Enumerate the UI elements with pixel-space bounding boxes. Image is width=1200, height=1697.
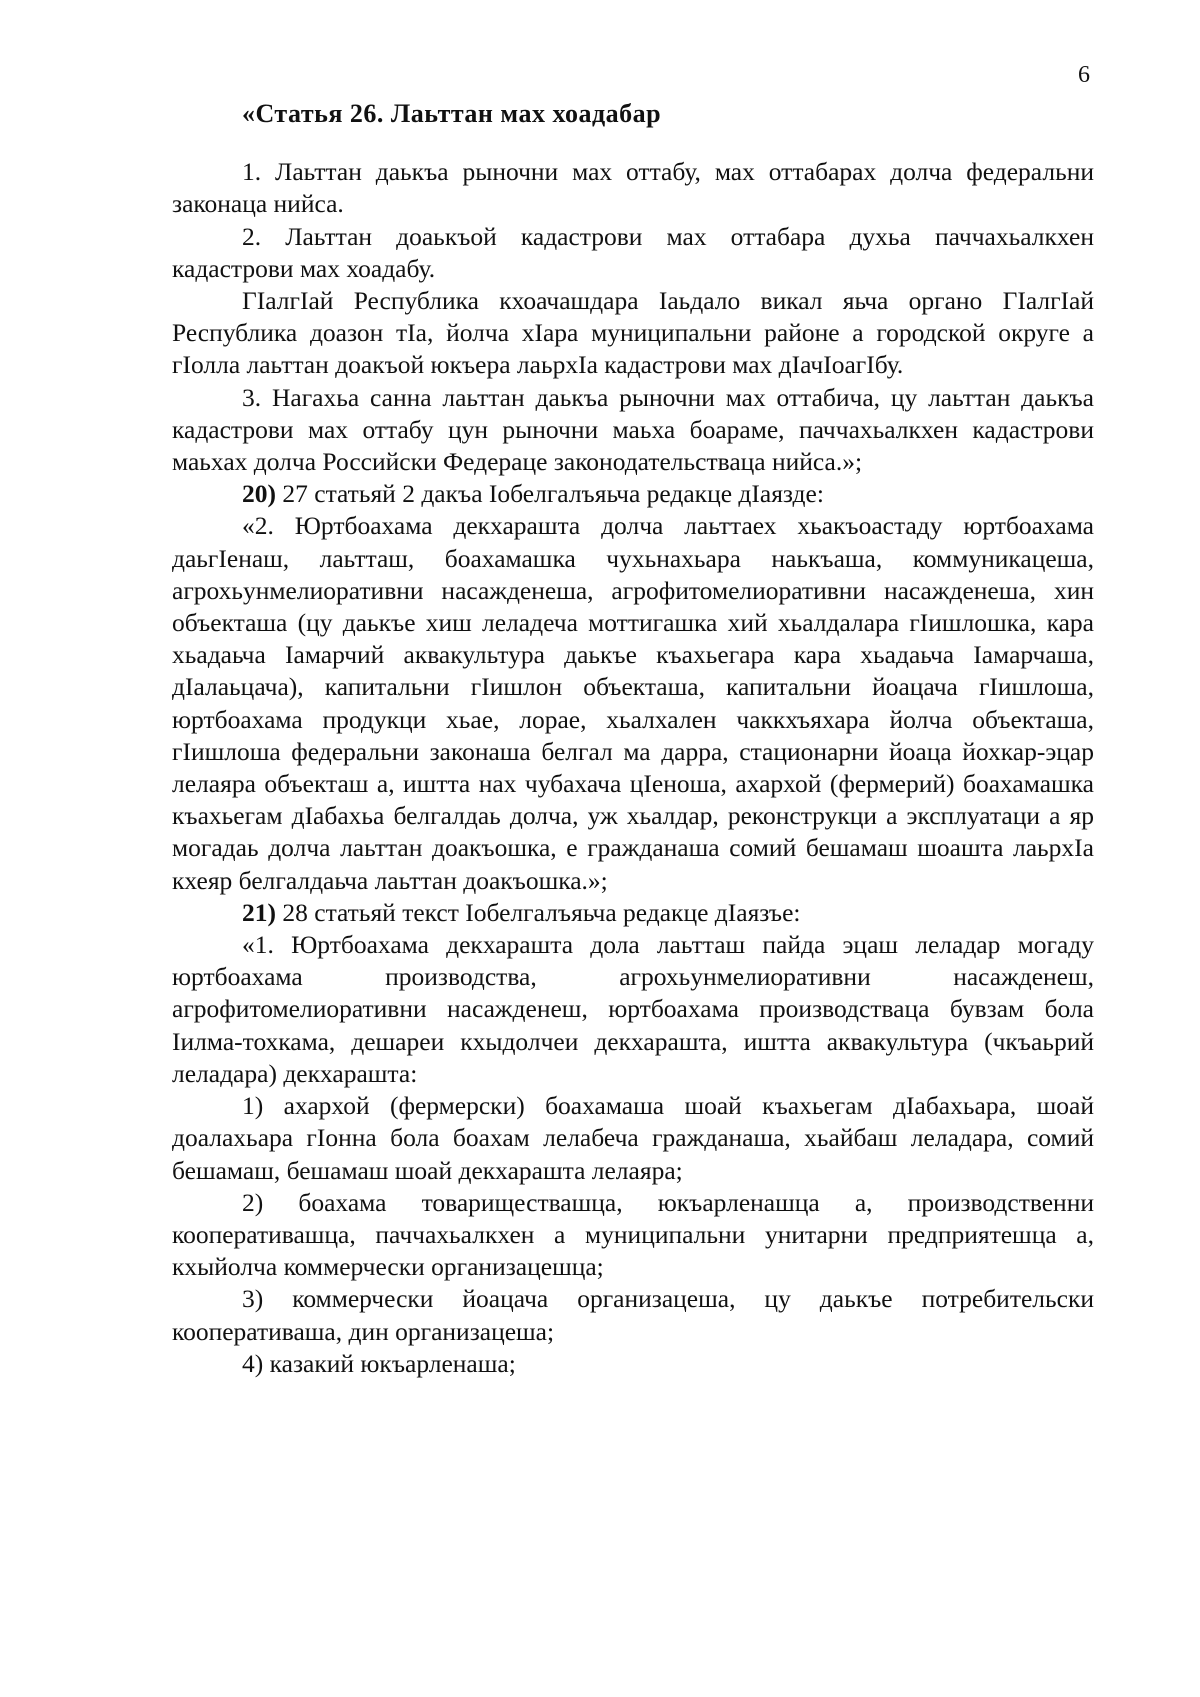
paragraph-item-21: 21) 28 статьяй текст Iобелгалъяьча редакце дIаязъе:: [242, 897, 801, 927]
paragraph-item-20: 20) 27 статьяй 2 дакъа Iобелгалъяьча редакце дIаязде:: [242, 479, 824, 509]
item-number: 21): [242, 897, 276, 927]
document-body: [172, 98, 1094, 1380]
paragraph: 1. Лаьттан даькъа рыночни мах оттабу, мах оттабарах долча федеральни законаца нийса.: [172, 157, 1094, 219]
list-item: 2) боахама товариществашца, юкъарленашца а, производственни кооперативашца, паччахьалкхен а муниципальни унитарни предприятешца а, кхыйолча коммерчески организацешца;: [172, 1187, 1094, 1282]
article-heading: «Статья 26. Лаьттан мах хоадабар: [242, 99, 662, 128]
item-number: 20): [242, 479, 276, 509]
page-number: 6: [1078, 62, 1090, 88]
paragraph: 2. Лаьттан доаькъой кадастрови мах оттабара духьа паччахьалкхен кадастрови мах хоадабу.: [172, 221, 1094, 283]
paragraph: ГIалгIай Республика кхоачашдара Iаьдало викал яьча органо ГIалгIай Республика доазон тIа, йолча хIара муниципальни районе а городской округе а гIолла лаьттан доакъой юкъера лаьрхIа кадастрови мах дIачIоагIбу.: [172, 286, 1094, 380]
list-item: 4) казакий юкъарленаша;: [242, 1348, 516, 1378]
paragraph: «2. Юртбоахама декхарашта долча лаьттаех хьакъоастаду юртбоахама даьгIенаш, лаьтташ, боахамашка чухьнахьара наькъаша, коммуникацеша, агрохьунмелиоративни насажденеша, агрофитомелиоративни насажденеша, хин объекташа (цу даькъе хиш леладеча моттигашка хий хьалдалара гIишлошка, кара хьадаьча Iамарчий аквакультура даькъе къахьегара кара хьадаьча Iамарчаша, дIалаьцача), капитальни гIишлон объекташа, капитальни йоацача гIишлоша, юртбоахама продукци хьае, лорае, хьалхален чаккхъяхара йолча объекташа, гIишлоша федеральни законаша белгал ма дарра, стационарни йоаца йохкар-эцар лелаяра объекташ а, иштта нах чубахача цIеноша, ахархой (фермерий) боахамашка къахьегам дIабахьа белгалдаь долча, уж хьалдар, реконструкци а эксплуатаци а яр могадаь долча лаьттан доакъошка, е гражданаша сомий бешамаш шоашта лаьрхIа кхеяр белгалдаьча лаьттан доакъошка.»;: [172, 511, 1094, 895]
paragraph: 3. Нагахьа санна лаьттан даькъа рыночни мах оттабича, цу лаьттан даькъа кадастрови мах оттабу цун рыночни маьха боараме, паччахьалкхен кадастрови маьхах долча Российски Федераце законодательстваца нийса.»;: [172, 382, 1094, 477]
list-item: 3) коммерчески йоацача организацеша, цу даькъе потребительски кооперативаша, дин организацеша;: [172, 1284, 1094, 1346]
paragraph: «1. Юртбоахама декхарашта дола лаьтташ пайда эцаш леладар могаду юртбоахама производства, агрохьунмелиоративни насажденеш, агрофитомелиоративни насажденеш, юртбоахама производстваца бувзам бола Iилма-тохкама, дешареи кхыдолчеи декхарашта, иштта аквакультура (чкъаьрий леладара) декхарашта:: [172, 930, 1094, 1088]
list-item: 1) ахархой (фермерски) боахамаша шоай къахьегам дIабахьара, шоай доалахьара гIонна бола боахам лелабеча гражданаша, хьайбаш леладара, сомий бешамаш, бешамаш шоай декхарашта лелаяра;: [172, 1091, 1094, 1185]
